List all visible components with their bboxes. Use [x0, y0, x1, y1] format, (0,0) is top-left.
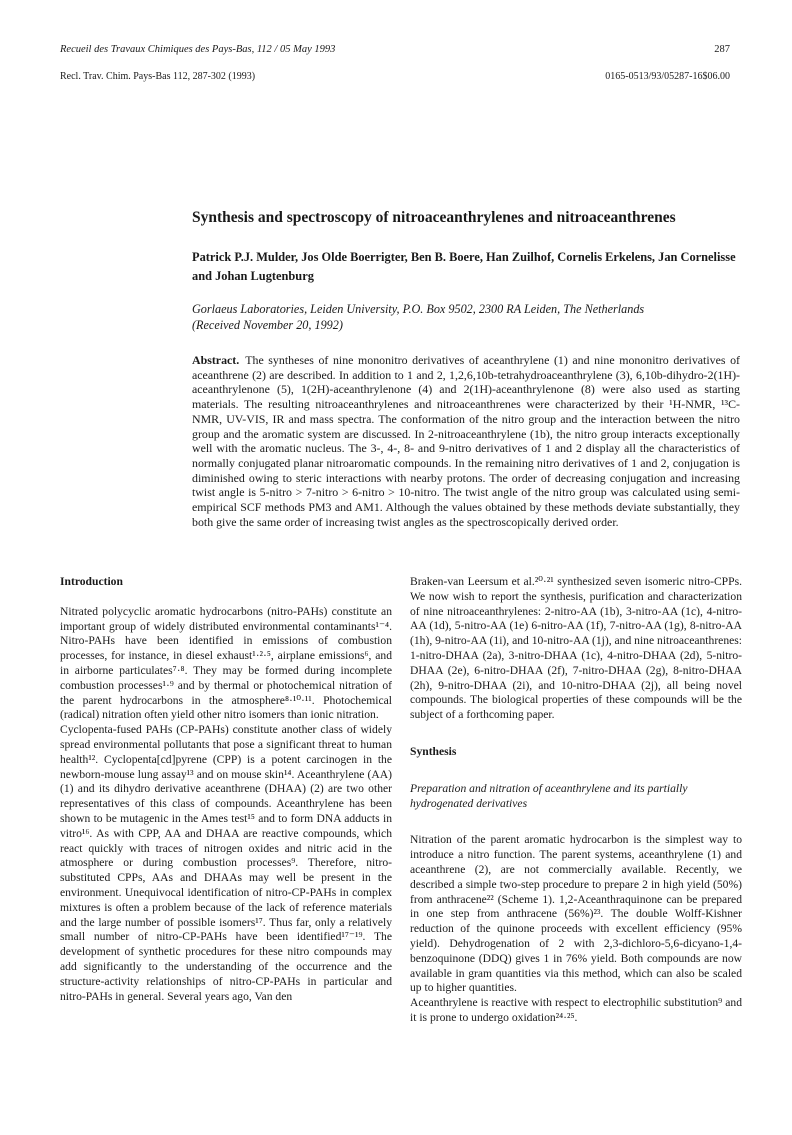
synthesis-heading: Synthesis [410, 744, 457, 758]
right-column [410, 575, 742, 1026]
article-title: Synthesis and spectroscopy of nitroaceanthrylenes and nitroaceanthrenes [192, 209, 676, 226]
article-code: 0165-0513/93/05287-16$06.00 [605, 71, 730, 82]
affiliation [192, 301, 752, 333]
author-list: Patrick P.J. Mulder, Jos Olde Boerrigter, Ben B. Boere, Han Zuilhof, Cornelis Erkelens, Jan Cornelisse and Johan Lugtenburg [192, 250, 736, 283]
intro-paragraph-3: Braken-van Leersum et al.²⁰·²¹ synthesized seven isomeric nitro-CPPs. We now wish to report the synthesis, purification and characterization of nine nitroaceanthrylenes: 2-nitro-AA (1b), 3-nitro-AA (1c), 4-nitro-AA (1d), 5-nitro-AA (1e) 6-nitro-AA (1f), 7-nitro-AA (1g), 8-nitro-AA (1h), 9-nitro-AA (1i), and 10-nitro-AA (1j), and nine nitroaceanthrenes: 1-nitro-DHAA (2a), 3-nitro-DHAA (1c), 4-nitro-DHAA (2d), 5-nitro-DHAA (2e), 6-nitro-DHAA (2f), 7-nitro-DHAA (2g), 8-nitro-DHAA (2h), 9-nitro-DHAA (2i), and 10-nitro-DHAA (2j), all being novel compounds. The biological properties of these compounds will be the subject of a forthcoming paper. [410, 575, 742, 722]
left-column [60, 575, 392, 1004]
abstract-label: Abstract. [192, 353, 240, 367]
intro-paragraph-1: Nitrated polycyclic aromatic hydrocarbons (nitro-PAHs) constitute an important group of widely distributed environmental contaminants¹⁻⁴. Nitro-PAHs have been identified in emissions of combustion processes, for instance, in diesel exhaust¹·²·⁵, airplane emissions⁶, and in airborne particulates⁷·⁸. They may be formed during incomplete combustion processes¹·⁹ and by thermal or photochemical nitration of the parent hydrocarbons in the atmosphere⁸·¹⁰·¹¹. Photochemical (radical) nitration often yield other nitro isomers than ionic nitration. [60, 604, 392, 722]
intro-paragraph-2: Cyclopenta-fused PAHs (CP-PAHs) constitute another class of widely spread environmental pollutants that pose a significant threat to human health¹². Cyclopenta[cd]pyrene (CPP) is a potent carcinogen in the newborn-mouse lung assay¹³ and on mouse skin¹⁴. Aceanthrylene (AA) (1) and its dihydro derivative aceanthrene (DHAA) (2) are two other representatives of this class of compounds. Aceanthrylene has been shown to be mutagenic in the Ames test¹⁵ and to form DNA adducts in vitro¹⁶. As with CPP, AA and DHAA are reactive compounds, which react quickly with traces of nitrogen oxides and nitric acid in the atmosphere or during combustion processes⁹. Therefore, nitro-substituted CPPs, AAs and DHAAs may well be present in the environment. Unequivocal identification of nitro-CP-PAHs in complex mixtures is often a problem because of the lack of reference materials and the large number of possible isomers¹⁷. Thus far, only a relatively small number of nitro-CP-PAHs have been identified¹⁷⁻¹⁹. The development of synthetic procedures for these nitro compounds may add significantly to the understanding of the occurrence and the structure-activity relationships of nitro-CP-PAHs in particular and nitro-PAHs in general. Several years ago, Van den [60, 723, 392, 1003]
citation: Recl. Trav. Chim. Pays-Bas 112, 287-302 (1993) [60, 71, 256, 82]
synthesis-subheading: Preparation and nitration of aceanthrylene and its partially hydrogenated derivatives [410, 781, 688, 810]
received-date: (Received November 20, 1992) [192, 318, 343, 332]
synthesis-paragraph-1: Nitration of the parent aromatic hydrocarbon is the simplest way to introduce a nitro function. The parent systems, aceanthrylene (1) and aceanthrene (2), are not commercially available. Recently, we described a simple two-step procedure to prepare 2 in high yield (50%) from anthracene²² (Scheme 1). 1,2-Aceanthraquinone can be prepared in one step from anthracene (56%)²³. The double Wolff-Kishner reduction of the quinone proceeds with excellent efficiency (95% yield). Dehydrogenation of 2 with 2,3-dichloro-5,6-dicyano-1,4-benzoquinone (DDQ) gives 1 in 76% yield. Both compounds are now available in gram quantities via this method, which can also be scaled up to higher quantities. [410, 833, 742, 995]
introduction-heading: Introduction [60, 575, 123, 588]
affiliation-address: Gorlaeus Laboratories, Leiden University, P.O. Box 9502, 2300 RA Leiden, The Netherlands [192, 302, 645, 316]
abstract [192, 353, 740, 529]
page-number: 287 [714, 44, 730, 55]
abstract-text: The syntheses of nine mononitro derivatives of aceanthrylene (1) and nine mononitro derivatives of aceanthrene (2) are described. In addition to 1 and 2, 1,2,6,10b-tetrahydroaceanthrylene (3), 6,10b-dihydro-2(1H)-aceanthrylenone (5), 1(2H)-aceanthrylenone (4) and 2(1H)-aceanthrylenone (8) were also used as starting materials. The resulting nitroaceanthrylenes and nitroaceanthrenes were characterized by their ¹H-NMR, ¹³C-NMR, UV-VIS, IR and mass spectra. The conformation of the nitro group and the interaction between the nitro group and the aromatic system are discussed. In 2-nitroaceanthrylene (1b), the nitro group interacts exceptionally well with the aromatic nucleus. The 3-, 4-, 8- and 9-nitro derivatives of 1 and 2 display all the characteristics of normally conjugated planar nitroaromatic compounds. In the remaining nitro derivatives of 1 and 2, conjugation is diminished owing to steric interactions with nearby protons. The order of decreasing conjugation and increasing twist angle is 5-nitro > 7-nitro > 6-nitro > 10-nitro. The twist angle of the nitro group was calculated using semi-empirical SCF methods PM3 and AM1. Although the values obtained by these methods deviate substantially, they both give the same order of increasing twist angles as the spectroscopically derived order. [192, 353, 740, 529]
journal-header: Recueil des Travaux Chimiques des Pays-Bas, 112 / 05 May 1993 [60, 44, 336, 55]
synthesis-paragraph-2: Aceanthrylene is reactive with respect to electrophilic substitution⁹ and it is prone to undergo oxidation²⁴·²⁵. [410, 996, 742, 1024]
